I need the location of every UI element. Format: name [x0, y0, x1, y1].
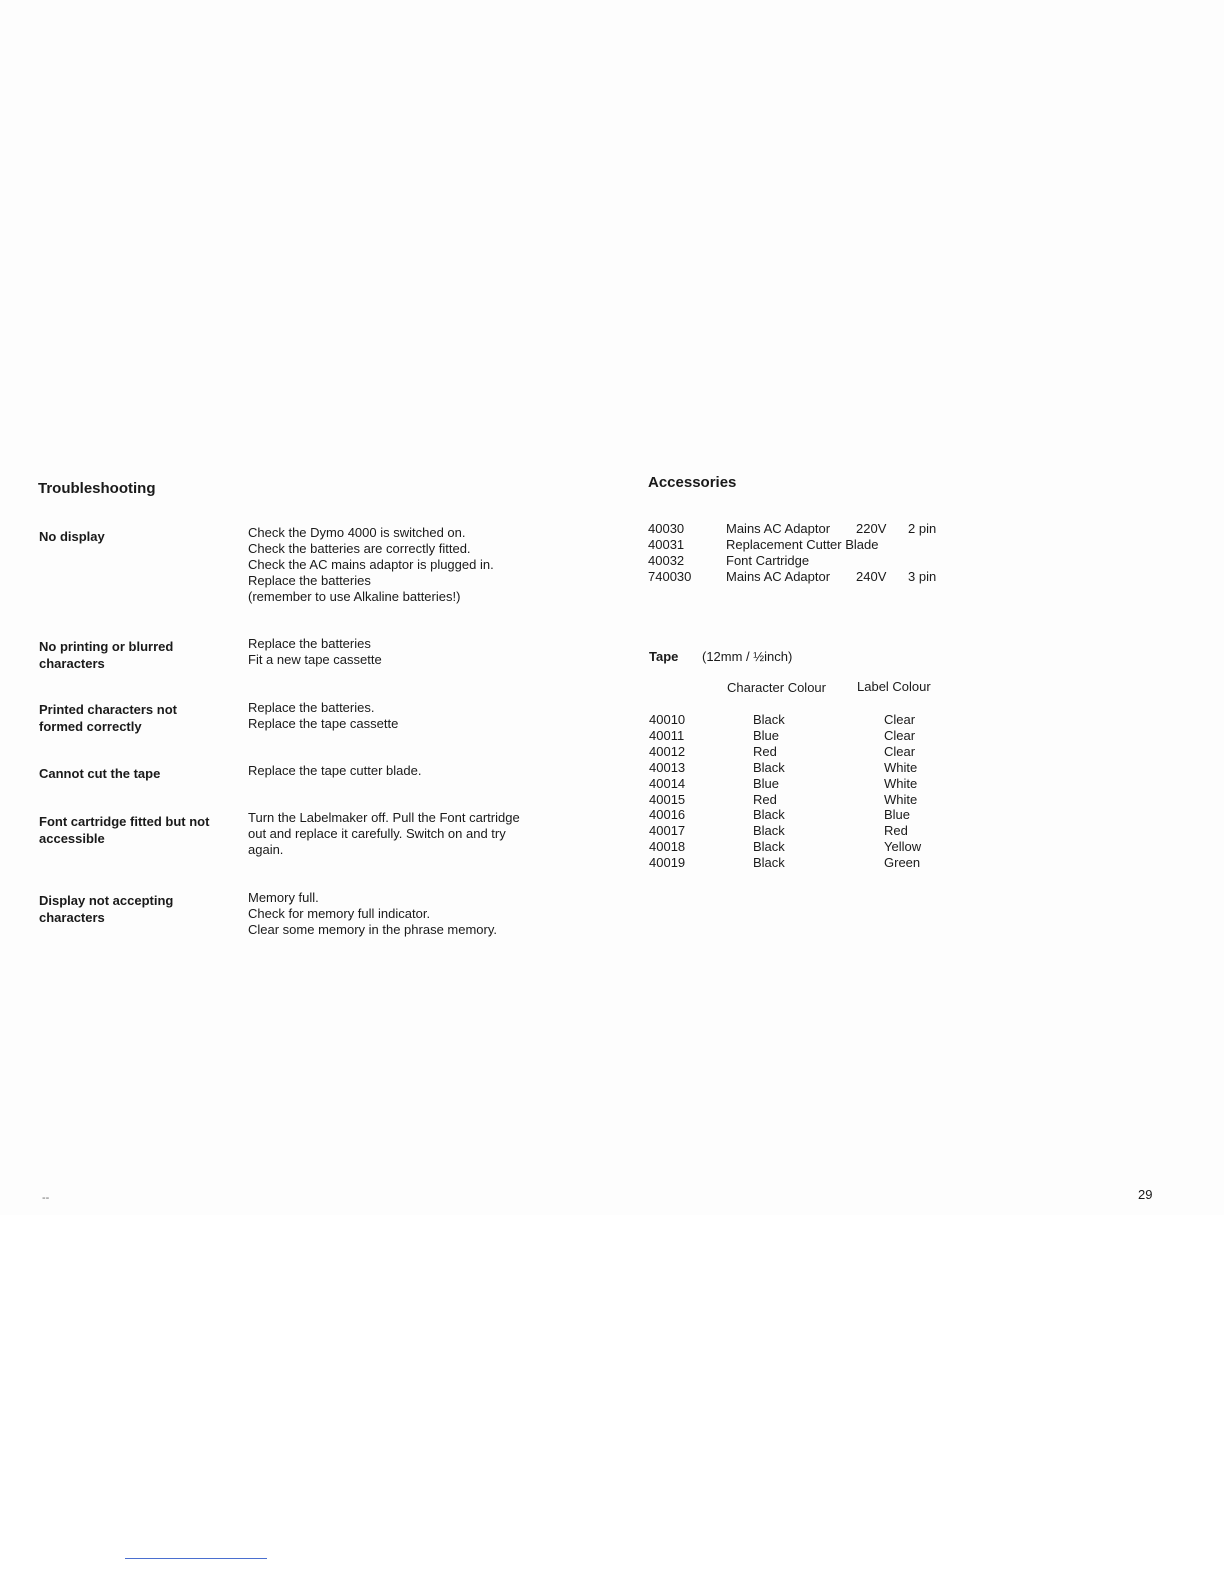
solution-line: Check the AC mains adaptor is plugged in. — [248, 557, 494, 572]
solution-line: Memory full. — [248, 890, 319, 905]
tape-label: White — [884, 759, 918, 775]
tape-character: Blue — [753, 775, 780, 791]
solution-text — [248, 525, 494, 605]
tape-character: Black — [753, 712, 785, 727]
tape-character: Black — [753, 855, 785, 871]
problem-line: Font cartridge fitted but not — [39, 814, 210, 829]
accessory-description: Font Cartridge — [726, 553, 810, 568]
tape-code: 40017 — [649, 823, 686, 839]
tape-character: Black — [753, 759, 785, 775]
solution-text — [248, 763, 421, 779]
tape-label: Clear — [884, 712, 916, 727]
solution-line: Turn the Labelmaker off. Pull the Font cartridge — [248, 810, 520, 825]
tape-size: (12mm / ½inch) — [702, 649, 793, 664]
tape-character: Black — [753, 839, 785, 855]
troubleshooting-heading: Troubleshooting — [38, 480, 156, 497]
accessory-description: Replacement Cutter Blade — [726, 537, 879, 552]
problem-line: No printing or blurred — [39, 639, 174, 654]
accessory-row — [648, 521, 948, 537]
tape-row — [649, 744, 939, 760]
solution-line: Replace the batteries. — [248, 700, 375, 715]
solution-line: (remember to use Alkaline batteries!) — [248, 589, 461, 604]
tape-code: 40019 — [649, 855, 686, 871]
solution-line: Check the Dymo 4000 is switched on. — [248, 525, 466, 540]
solution-line: Clear some memory in the phrase memory. — [248, 922, 498, 937]
accessory-row — [648, 553, 948, 569]
tape-row — [649, 855, 939, 871]
divider-line — [125, 1558, 267, 1559]
tape-label: Blue — [884, 807, 911, 823]
tape-label: Clear — [884, 743, 916, 759]
problem-label — [39, 638, 173, 672]
problem-line: Display not accepting — [39, 893, 174, 908]
problem-label — [39, 701, 177, 735]
tape-code: 40015 — [649, 791, 686, 807]
tape-row — [649, 712, 939, 728]
problem-label — [39, 892, 173, 926]
accessory-pins: 2 pin — [908, 521, 937, 536]
tape-row — [649, 792, 939, 808]
tape-row — [649, 807, 939, 823]
solution-line: Replace the batteries — [248, 573, 371, 588]
problem-label — [39, 813, 209, 847]
solution-text — [248, 636, 382, 668]
solution-text — [248, 810, 520, 858]
tape-label: Green — [884, 855, 921, 871]
tape-row — [649, 728, 939, 744]
tape-row — [649, 776, 939, 792]
accessory-row — [648, 569, 948, 585]
tape-character: Red — [753, 791, 777, 807]
tape-code: 40014 — [649, 775, 686, 791]
problem-line: formed correctly — [39, 719, 142, 734]
solution-text — [248, 700, 398, 732]
problem-line: No display — [39, 529, 105, 544]
accessory-description: Mains AC Adaptor — [726, 521, 831, 536]
solution-line: again. — [248, 842, 284, 857]
accessory-description: Mains AC Adaptor — [726, 569, 831, 584]
problem-line: characters — [39, 910, 105, 925]
solution-line: out and replace it carefully. Switch on and try — [248, 826, 506, 841]
tape-label: White — [884, 775, 918, 791]
accessory-row — [648, 537, 948, 553]
solution-line: Check the batteries are correctly fitted. — [248, 541, 471, 556]
tape-label: Clear — [884, 727, 916, 743]
tape-column-character: Character Colour — [727, 680, 826, 695]
solution-line: Replace the tape cutter blade. — [248, 763, 422, 778]
tape-code: 40016 — [649, 807, 686, 823]
accessory-code: 740030 — [648, 569, 692, 584]
footer-mark: -- — [42, 1192, 50, 1204]
tape-row — [649, 839, 939, 855]
tape-label: White — [884, 791, 918, 807]
tape-row — [649, 760, 939, 776]
tape-column-label: Label Colour — [857, 679, 931, 694]
tape-character: Black — [753, 807, 785, 823]
tape-row — [649, 823, 939, 839]
page-number: 29 — [1138, 1187, 1153, 1202]
problem-line: Cannot cut the tape — [39, 766, 161, 781]
problem-label — [39, 765, 160, 782]
solution-text — [248, 890, 497, 938]
tape-label: Yellow — [884, 839, 922, 855]
problem-line: Printed characters not — [39, 702, 177, 717]
accessory-voltage: 220V — [856, 521, 887, 536]
tape-code: 40010 — [649, 712, 686, 727]
problem-line: characters — [39, 656, 105, 671]
tape-code: 40012 — [649, 743, 686, 759]
tape-label: Tape — [649, 649, 679, 664]
accessory-voltage: 240V — [856, 569, 887, 584]
problem-label — [39, 528, 105, 545]
solution-line: Replace the tape cassette — [248, 716, 399, 731]
solution-line: Fit a new tape cassette — [248, 652, 382, 667]
tape-code: 40018 — [649, 839, 686, 855]
tape-character: Red — [753, 743, 777, 759]
problem-line: accessible — [39, 831, 105, 846]
tape-character: Black — [753, 823, 785, 839]
tape-code: 40011 — [649, 727, 685, 743]
tape-label: Red — [884, 823, 908, 839]
accessory-pins: 3 pin — [908, 569, 937, 584]
tape-character: Blue — [753, 727, 780, 743]
solution-line: Check for memory full indicator. — [248, 906, 431, 921]
tape-code: 40013 — [649, 759, 686, 775]
accessory-code: 40032 — [648, 553, 685, 568]
accessory-code: 40031 — [648, 537, 685, 552]
accessories-heading: Accessories — [648, 474, 737, 491]
accessory-code: 40030 — [648, 521, 685, 536]
solution-line: Replace the batteries — [248, 636, 371, 651]
